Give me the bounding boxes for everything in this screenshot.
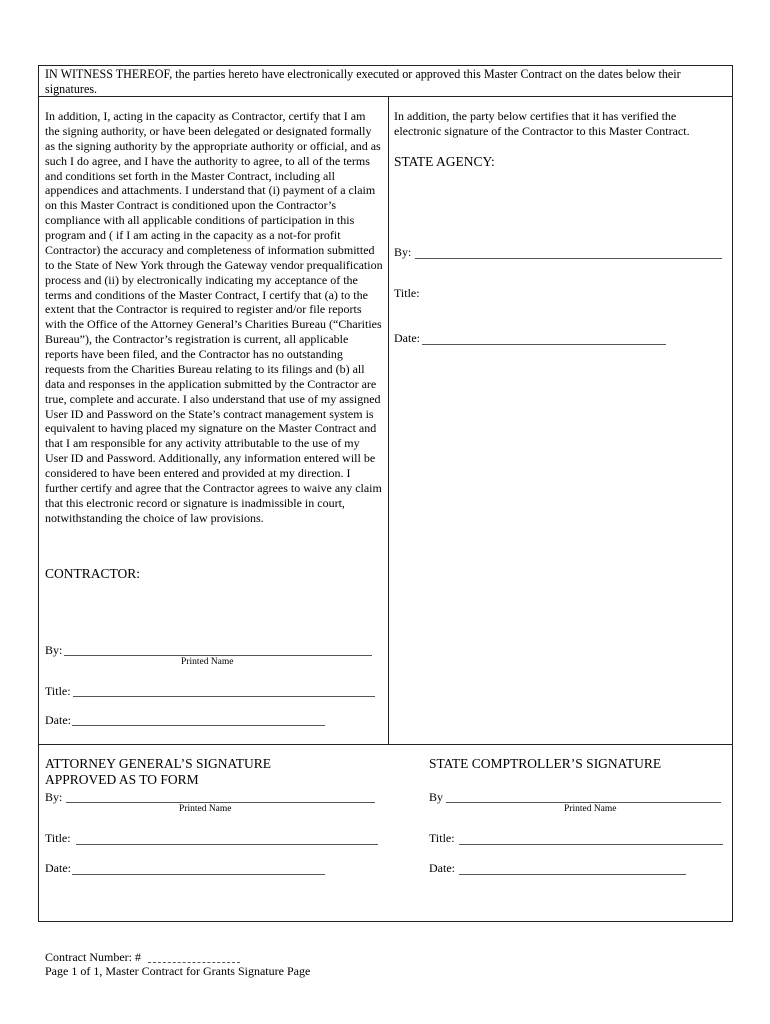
attorney-date-label: Date:: [45, 861, 71, 875]
contractor-title-label: Title:: [45, 684, 71, 698]
agency-date-line[interactable]: [422, 344, 666, 345]
contractor-date-line[interactable]: [72, 725, 325, 726]
attorney-printed-name-label: Printed Name: [179, 804, 232, 814]
contractor-by-label: By:: [45, 643, 63, 657]
contract-number-label: Contract Number: #: [45, 950, 141, 964]
attorney-by-label: By:: [45, 790, 63, 804]
comptroller-by-label: By: [429, 790, 444, 804]
agency-by-line[interactable]: [415, 258, 722, 259]
agency-title-label: Title:: [394, 286, 420, 300]
contract-number-line[interactable]: [148, 962, 240, 963]
contractor-date-label: Date:: [45, 713, 71, 727]
attorney-approved-heading: APPROVED AS TO FORM: [45, 772, 199, 787]
divider-witness: [39, 96, 732, 97]
comptroller-date-label: Date:: [429, 861, 455, 875]
agency-by-label: By:: [394, 245, 412, 259]
contractor-certification: In addition, I, acting in the capacity as Contractor, certify that I am the signing authority, or have been delegated or designated formally as the signing authority by the appropriate authority or official, and as such I do agree, and I have the authority to agree, to all of the terms and conditions set forth in the Master Contract, including all appendices and attachments. I understand that (i) payment of a claim on this Master Contract is conditioned upon the Contractor’s compliance with all applicable conditions of participation in this program and ( if I am acting in the capacity as a not-for profit Contractor) the accuracy and completeness of information submitted to the State of New York through the Gateway vendor prequalification process and (ii) by electronically indicating my acceptance of the terms and conditions of the Master Contract, I certify that (a) to the extent that the Contractor is required to register and/or file reports with the Office of the Attorney General’s Charities Bureau (“Charities Bureau”), the Contractor’s registration is current, all applicable reports have been filed, and the Contractor has no outstanding requests from the Charities Bureau relating to its filings and (b) all data and responses in the application submitted by the Contractor are true, complete and accurate. I also understand that use of my assigned User ID and Password on the State’s contract management system is equivalent to having placed my signature on the Master Contract and that I am responsible for any activity attributable to the use of my User ID and Password. Additionally, any information entered will be considered to have been entered and provided at my direction. I further certify and agree that the Contractor agrees to waive any claim that this electronic record or signature is inadmissible in court, notwithstanding the choice of law provisions.: [45, 109, 383, 525]
agency-certification: In addition, the party below certifies that it has verified the electronic signature of the Contractor to this Master Contract.: [394, 109, 690, 138]
comptroller-date-line[interactable]: [459, 874, 686, 875]
witness-statement: IN WITNESS THEREOF, the parties hereto have electronically executed or approved this Master Contract on the dates below their signatures.: [45, 67, 681, 96]
comptroller-title-label: Title:: [429, 831, 455, 845]
agency-heading: STATE AGENCY:: [394, 154, 495, 169]
contractor-heading: CONTRACTOR:: [45, 566, 141, 581]
contractor-title-line[interactable]: [73, 696, 375, 697]
agency-date-label: Date:: [394, 331, 420, 345]
contractor-printed-name-label: Printed Name: [181, 657, 234, 667]
comptroller-printed-name-label: Printed Name: [564, 804, 617, 814]
comptroller-heading: STATE COMPTROLLER’S SIGNATURE: [429, 756, 662, 771]
signature-table: [38, 65, 733, 922]
attorney-title-line[interactable]: [76, 844, 378, 845]
contractor-by-line[interactable]: [64, 655, 372, 656]
comptroller-by-line[interactable]: [446, 802, 721, 803]
page-footer: Page 1 of 1, Master Contract for Grants Signature Page: [45, 964, 311, 978]
divider-approvals: [39, 744, 732, 745]
column-divider: [388, 96, 389, 744]
attorney-date-line[interactable]: [72, 874, 325, 875]
comptroller-title-line[interactable]: [459, 844, 723, 845]
attorney-title-label: Title:: [45, 831, 71, 845]
attorney-by-line[interactable]: [66, 802, 375, 803]
attorney-heading: ATTORNEY GENERAL’S SIGNATURE: [45, 756, 272, 771]
